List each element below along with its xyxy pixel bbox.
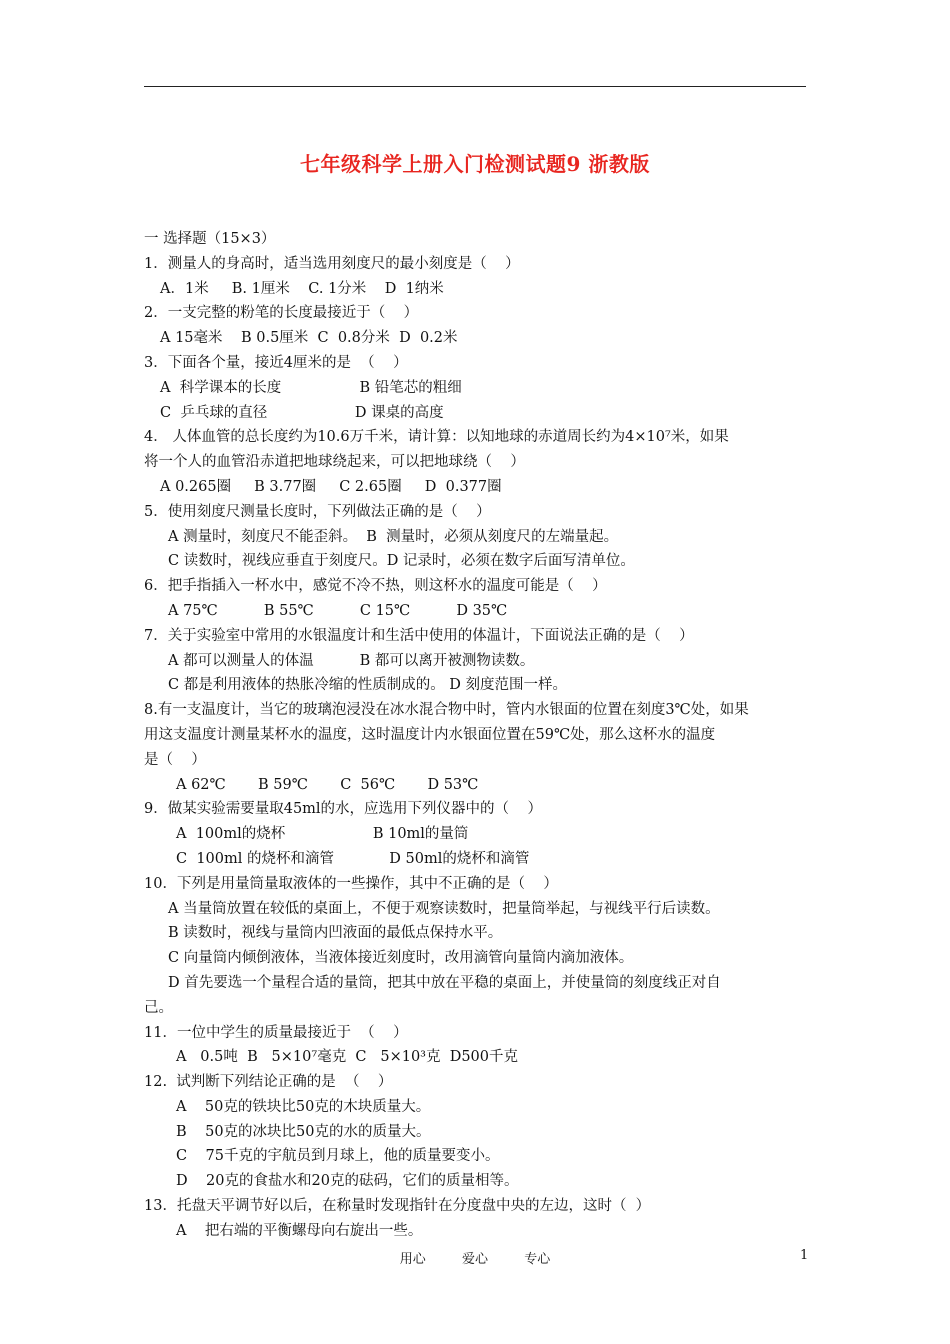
text-line: 6．把手指插入一杯水中，感觉不冷不热，则这杯水的温度可能是（ ）: [144, 578, 607, 595]
text-line: A 测量时，刻度尺不能歪斜。 B 测量时，必须从刻度尺的左端量起。: [168, 528, 619, 545]
text-line: A 科学课本的长度 B 铅笔芯的粗细: [160, 379, 462, 396]
text-line: A 都可以测量人的体温 B 都可以离开被测物读数。: [168, 652, 535, 669]
text-line: C 都是利用液体的热胀冷缩的性质制成的。 D 刻度范围一样。: [168, 677, 568, 694]
text-line: 8.有一支温度计，当它的玻璃泡浸没在冰水混合物中时，管内水银面的位置在刻度3℃处，如果: [144, 702, 749, 719]
text-line: 是（ ）: [144, 751, 206, 768]
text-line: 11．一位中学生的质量最接近于 （ ）: [144, 1024, 408, 1041]
text-line: 将一个人的血管沿赤道把地球绕起来，可以把地球绕（ ）: [144, 454, 525, 471]
text-line: C 向量筒内倾倒液体，当液体接近刻度时，改用滴管向量筒内滴加液体。: [168, 950, 634, 967]
document-body: [144, 227, 814, 1244]
text-line: 4． 人体血管的总长度约为10.6万千米，请计算：以知地球的赤道周长约为4×10⁷米，如果: [144, 429, 729, 446]
header-rule: [144, 86, 806, 87]
footer-motto: 用心 爱心 专心: [399, 1252, 551, 1267]
text-line: D 20克的食盐水和20克的砝码，它们的质量相等。: [176, 1173, 519, 1190]
text-line: B 50克的冰块比50克的水的质量大。: [176, 1123, 431, 1140]
text-line: C 乒乓球的直径 D 课桌的高度: [160, 404, 444, 421]
text-line: A．1米 B. 1厘米 C. 1分米 D 1纳米: [160, 280, 444, 297]
text-line: A 75℃ B 55℃ C 15℃ D 35℃: [168, 602, 508, 619]
text-line: C 读数时，视线应垂直于刻度尺。D 记录时，必须在数字后面写清单位。: [168, 553, 635, 570]
document-title: 七年级科学上册入门检测试题9 浙教版: [300, 152, 650, 176]
text-line: A 100ml的烧杯 B 10ml的量筒: [176, 826, 469, 843]
text-line: 7．关于实验室中常用的水银温度计和生活中使用的体温计，下面说法正确的是（ ）: [144, 627, 694, 644]
text-line: 3．下面各个量，接近4厘米的是 （ ）: [144, 354, 408, 371]
text-line: 12. 试判断下列结论正确的是 （ ）: [144, 1074, 393, 1091]
section-heading: 一 选择题（15×3）: [144, 231, 276, 247]
text-line: C 75千克的宇航员到月球上，他的质量要变小。: [176, 1148, 500, 1165]
question-list: [144, 252, 814, 1244]
text-line: B 读数时，视线与量筒内凹液面的最低点保持水平。: [168, 925, 503, 942]
text-line: A 50克的铁块比50克的木块质量大。: [176, 1098, 431, 1115]
text-line: A 15毫米 B 0.5厘米 C 0.8分米 D 0.2米: [160, 330, 458, 347]
text-line: 己。: [144, 999, 173, 1016]
page-number: 1: [800, 1248, 809, 1263]
text-line: A 0.5吨 B 5×10⁷毫克 C 5×10³克 D500千克: [176, 1049, 518, 1066]
text-line: A 把右端的平衡螺母向右旋出一些。: [176, 1222, 423, 1239]
text-line: 9．做某实验需要量取45ml的水，应选用下列仪器中的（ ）: [144, 801, 542, 818]
text-line: 用这支温度计测量某杯水的温度，这时温度计内水银面位置在59℃处，那么这杯水的温度: [144, 726, 716, 743]
text-line: A 当量筒放置在较低的桌面上，不便于观察读数时，把量筒举起，与视线平行后读数。: [168, 900, 720, 917]
text-line: 10．下列是用量筒量取液体的一些操作，其中不正确的是（ ）: [144, 875, 558, 892]
text-line: 13．托盘天平调节好以后，在称量时发现指针在分度盘中央的左边，这时（ ）: [144, 1198, 651, 1215]
text-line: C 100ml 的烧杯和滴管 D 50ml的烧杯和滴管: [176, 850, 530, 867]
text-line: A 62℃ B 59℃ C 56℃ D 53℃: [176, 776, 479, 793]
text-line: 2．一支完整的粉笔的长度最接近于（ ）: [144, 305, 419, 322]
text-line: D 首先要选一个量程合适的量筒，把其中放在平稳的桌面上，并使量筒的刻度线正对自: [168, 974, 721, 991]
text-line: 5．使用刻度尺测量长度时，下列做法正确的是（ ）: [144, 503, 491, 520]
text-line: A 0.265圈 B 3.77圈 C 2.65圈 D 0.377圈: [160, 478, 502, 495]
text-line: 1．测量人的身高时，适当选用刻度尺的最小刻度是（ ）: [144, 255, 520, 272]
